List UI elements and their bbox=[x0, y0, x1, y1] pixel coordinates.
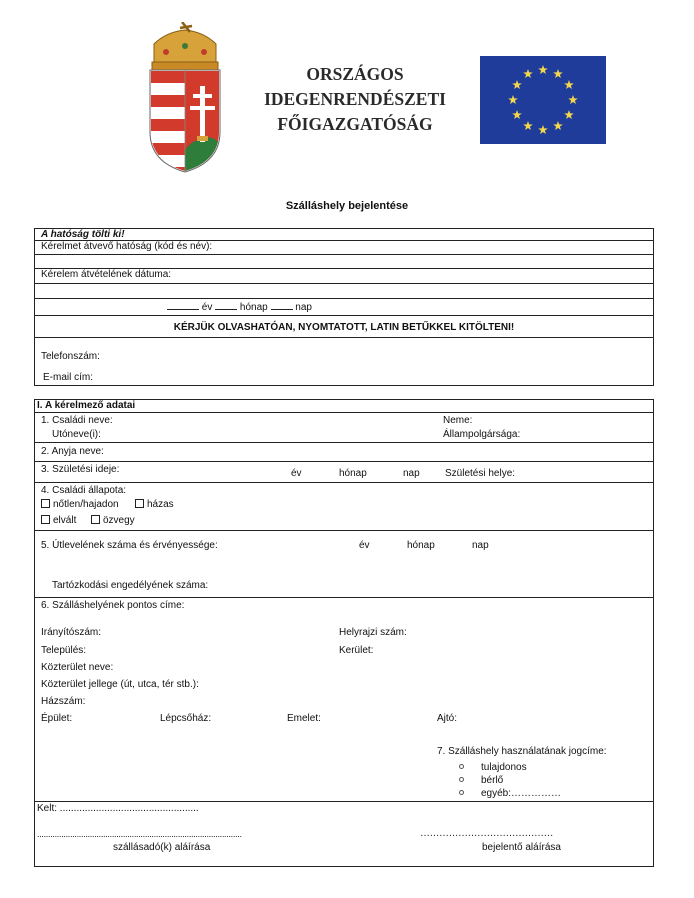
birth-place-label: Születési helye: bbox=[445, 468, 516, 479]
tenant-label: bérlő bbox=[481, 775, 504, 786]
owner-label: tulajdonos bbox=[481, 762, 527, 773]
legal-title-label: 7. Szálláshely használatának jogcíme: bbox=[437, 746, 607, 757]
other-label: egyéb:…………… bbox=[481, 788, 562, 799]
widowed-label: özvegy bbox=[103, 515, 135, 526]
passport-label: 5. Útlevelének száma és érvényessége: bbox=[41, 540, 218, 551]
owner-option[interactable] bbox=[459, 762, 527, 774]
eu-flag-icon bbox=[480, 56, 606, 144]
receipt-date-fields bbox=[167, 300, 312, 314]
tenant-radio[interactable] bbox=[459, 777, 464, 782]
marital-married-option[interactable] bbox=[135, 499, 174, 511]
kelt-line: Kelt: .................................................. bbox=[37, 803, 199, 814]
widowed-checkbox[interactable] bbox=[91, 515, 100, 524]
lot-number-label: Helyrajzi szám: bbox=[339, 627, 407, 638]
single-label: nőtlen/hajadon bbox=[53, 499, 119, 510]
married-label: házas bbox=[147, 499, 174, 510]
receiving-authority-label: Kérelmet átvevő hatóság (kód és név): bbox=[41, 241, 213, 252]
receipt-date-label: Kérelem átvételének dátuma: bbox=[41, 269, 172, 280]
receipt-month-label: hónap bbox=[239, 302, 268, 313]
street-name-label: Közterület neve: bbox=[41, 662, 114, 673]
other-option[interactable] bbox=[459, 788, 561, 800]
form-title: Szálláshely bejelentése bbox=[285, 200, 409, 212]
receipt-day-label: nap bbox=[295, 302, 312, 313]
org-line-2: IDEGENRENDÉSZETI bbox=[264, 89, 446, 109]
tenant-option[interactable] bbox=[459, 775, 503, 787]
divorced-label: elvált bbox=[53, 515, 77, 526]
reporter-signature-line: …………………………………… bbox=[420, 828, 553, 839]
birth-day-label: nap bbox=[403, 468, 420, 479]
given-names-label: Utóneve(i): bbox=[52, 429, 101, 440]
postcode-label: Irányítószám: bbox=[41, 627, 102, 638]
coat-of-arms-icon bbox=[146, 22, 224, 174]
applicant-section bbox=[34, 399, 654, 867]
marital-widowed-option[interactable] bbox=[91, 515, 135, 527]
citizenship-label: Állampolgársága: bbox=[443, 429, 521, 440]
district-label: Kerület: bbox=[339, 645, 374, 656]
host-signature-line: ............................................................................................. bbox=[37, 829, 242, 839]
latin-letters-notice: KÉRJÜK OLVASHATÓAN, NYOMTATOTT, LATIN BETŰKKEL KITÖLTENI! bbox=[173, 322, 515, 333]
residence-permit-label: Tartózkodási engedélyének száma: bbox=[52, 580, 209, 591]
owner-radio[interactable] bbox=[459, 764, 464, 769]
birth-year-label: év bbox=[291, 468, 302, 479]
accommodation-address-label: 6. Szálláshelyének pontos címe: bbox=[41, 600, 185, 611]
passport-year-label: év bbox=[359, 540, 370, 551]
building-label: Épület: bbox=[41, 713, 73, 724]
settlement-label: Település: bbox=[41, 645, 87, 656]
issuing-authority-name bbox=[250, 62, 460, 137]
other-radio[interactable] bbox=[459, 790, 464, 795]
house-number-label: Házszám: bbox=[41, 696, 86, 707]
receipt-year-label: év bbox=[201, 302, 213, 313]
passport-day-label: nap bbox=[472, 540, 489, 551]
floor-label: Emelet: bbox=[287, 713, 321, 724]
applicant-heading: I. A kérelmező adatai bbox=[37, 400, 136, 411]
door-label: Ajtó: bbox=[437, 713, 458, 724]
phone-label: Telefonszám: bbox=[41, 351, 100, 362]
marital-status-label: 4. Családi állapota: bbox=[41, 485, 127, 496]
married-checkbox[interactable] bbox=[135, 499, 144, 508]
mother-name-label: 2. Anyja neve: bbox=[41, 446, 104, 457]
birth-month-label: hónap bbox=[339, 468, 367, 479]
org-line-3: FŐIGAZGATÓSÁG bbox=[277, 114, 433, 134]
staircase-label: Lépcsőház: bbox=[160, 713, 212, 724]
family-name-label: 1. Családi neve: bbox=[41, 415, 113, 426]
passport-month-label: hónap bbox=[407, 540, 435, 551]
email-label: E-mail cím: bbox=[43, 372, 93, 383]
birth-date-label: 3. Születési ideje: bbox=[41, 464, 120, 475]
host-signature-label: szállásadó(k) aláírása bbox=[113, 842, 211, 853]
authority-heading: A hatóság tölti ki! bbox=[41, 229, 125, 240]
single-checkbox[interactable] bbox=[41, 499, 50, 508]
sex-label: Neme: bbox=[443, 415, 473, 426]
marital-single-option[interactable] bbox=[41, 499, 119, 511]
org-line-1: ORSZÁGOS bbox=[306, 64, 404, 84]
reporter-signature-label: bejelentő aláírása bbox=[482, 842, 561, 853]
authority-section bbox=[34, 228, 654, 386]
marital-divorced-option[interactable] bbox=[41, 515, 76, 527]
street-type-label: Közterület jellege (út, utca, tér stb.): bbox=[41, 679, 199, 690]
divorced-checkbox[interactable] bbox=[41, 515, 50, 524]
